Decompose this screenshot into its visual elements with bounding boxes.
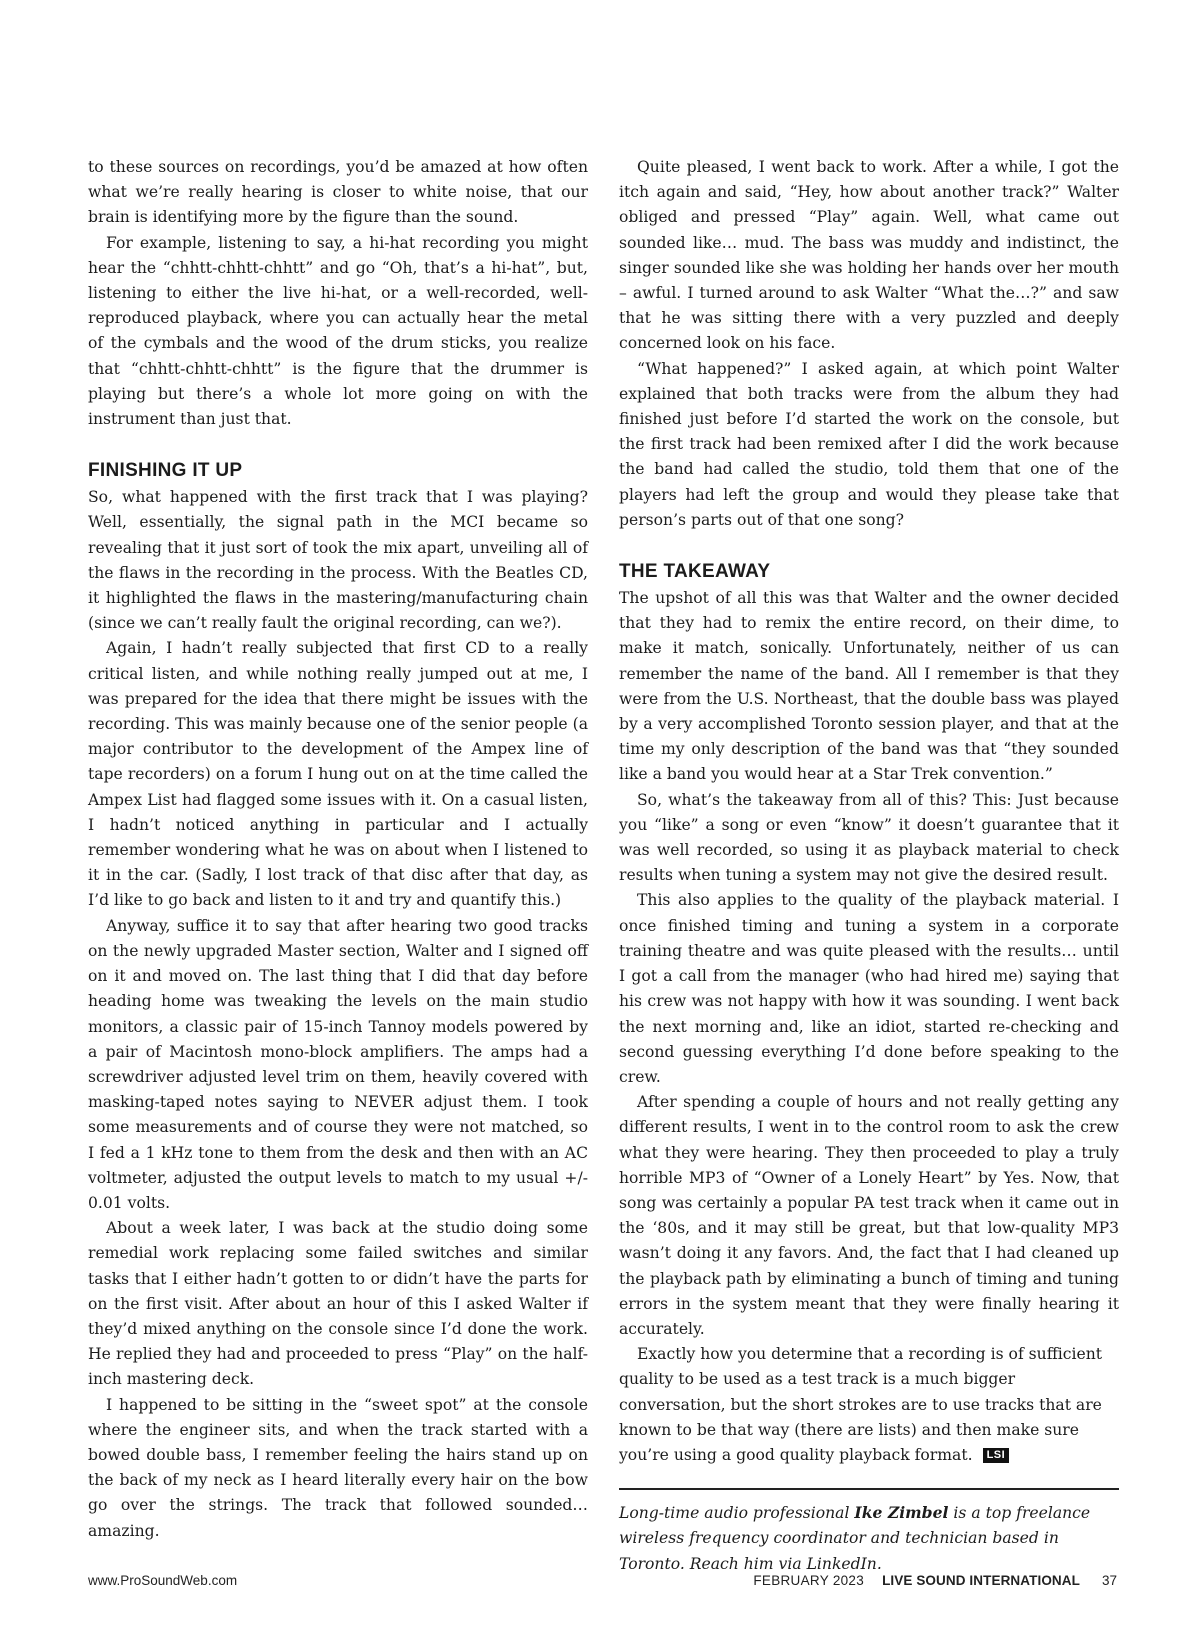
- footer-date: FEBRUARY 2023: [753, 1573, 865, 1588]
- paragraph: This also applies to the quality of the playback material. I once finished timing and tuning a system in a corporate training theatre and was quite pleased with the results… until I got a call from the manager (who had hired me) saying that his crew was not happy with how it was sounding. I went back the next morning and, like an idiot, started re-checking and second guessing everything I’d done before speaking to the crew.: [619, 891, 1119, 1086]
- section-heading-finishing: FINISHING IT UP: [88, 460, 243, 482]
- paragraph: Quite pleased, I went back to work. After a while, I got the itch again and said, “Hey, how about another track?” Walter obliged and pressed “Play” again. Well, what came out sounded like… mud. The bass was muddy and indistinct, the singer sounded like she was holding her hands over her mouth – awful. I turned around to ask Walter “What the…?” and saw that he was sitting there with a very puzzled and deeply concerned look on his face.: [619, 158, 1119, 353]
- left-column: [88, 155, 588, 1544]
- page-number: 37: [1101, 1573, 1117, 1588]
- end-mark-badge: LSI: [983, 1448, 1010, 1463]
- author-bio: [619, 1500, 1119, 1577]
- paragraph: For example, listening to say, a hi-hat recording you might hear the “chhtt-chhtt-chhtt” and go “Oh, that’s a hi-hat”, but, listening to either the live hi-hat, or a well-recorded, well-reproduced playback, where you can actually hear the metal of the cymbals and the wood of the drum sticks, you realize that “chhtt-chhtt-chhtt” is the figure that the drummer is playing but there’s a whole lot more going on with the instrument than just that.: [88, 233, 588, 429]
- paragraph: So, what’s the takeaway from all of this? This: Just because you “like” a song or even “know” it doesn’t guarantee that it was well recorded, so using it as playback material to check results when tuning a system may not give the desired result.: [619, 790, 1119, 885]
- footer-website: www.ProSoundWeb.com: [88, 1573, 238, 1588]
- paragraph: So, what happened with the first track that I was playing? Well, essentially, the signal path in the MCI became so revealing that it just sort of took the mix apart, unveiling all of the flaws in the recording in the process. With the Beatles CD, it highlighted the flaws in the mastering/manufacturing chain (since we can’t really fault the original recording, can we?).: [88, 488, 588, 633]
- paragraph: The upshot of all this was that Walter and the owner decided that they had to remix the entire record, on their dime, to make it match, sonically. Unfortunately, neither of us can remember the name of the band. All I remember is that they were from the U.S. Northeast, that the double bass was played by a very accomplished Toronto session player, and that at the time my only description of the band was that “they sounded like a band you would hear at a Star Trek convention.”: [619, 589, 1119, 784]
- bio-divider: [619, 1488, 1119, 1490]
- paragraph: After spending a couple of hours and not really getting any different results, I went in to the control room to ask the crew what they were hearing. They then proceeded to play a truly horrible MP3 of “Owner of a Lonely Heart” by Yes. Now, that song was certainly a popular PA test track when it came out in the ‘80s, and it may still be great, but that low-quality MP3 wasn’t doing it any favors. And, the fact that I had cleaned up the playback path by eliminating a bunch of timing and tuning errors in the system meant that they were finally hearing it accurately.: [619, 1093, 1119, 1338]
- paragraph: I happened to be sitting in the “sweet spot” at the console where the engineer sits, and when the track started with a bowed double bass, I remember feeling the hairs stand up on the back of my neck as I heard literally every hair on the bow go over the strings. The track that followed sounded… amazing.: [88, 1395, 588, 1540]
- closing-paragraph: [619, 1342, 1119, 1468]
- footer-info: [753, 1572, 1117, 1590]
- author-name: Ike Zimbel: [854, 1503, 949, 1523]
- right-column: [619, 155, 1119, 1577]
- closing-text: Exactly how you determine that a recording is of sufficient quality to be used as a test track is a much bigger conversation, but the short strokes are to use tracks that are known to be that way (there are lists) and then make sure you’re using a good quality playback format.: [619, 1345, 1103, 1464]
- footer-magazine-name: LIVE SOUND INTERNATIONAL: [882, 1573, 1080, 1588]
- bio-suffix: is a top freelance wireless frequency coordinator and technician based in Toronto. Reach him via LinkedIn.: [619, 1504, 1091, 1573]
- bio-prefix: Long-time audio professional: [619, 1504, 855, 1523]
- section-heading-takeaway: THE TAKEAWAY: [619, 561, 771, 583]
- paragraph: Anyway, suffice it to say that after hearing two good tracks on the newly upgraded Master section, Walter and I signed off on it and moved on. The last thing that I did that day before heading home was tweaking the levels on the main studio monitors, a classic pair of 15-inch Tannoy models powered by a pair of Macintosh mono-block amplifiers. The amps had a screwdriver adjusted level trim on them, heavily covered with masking-taped notes saying to NEVER adjust them. I took some measurements and of course they were not matched, so I fed a 1 kHz tone to them from the desk and then with an AC voltmeter, adjusted the output levels to match to my usual +/- 0.01 volts.: [88, 916, 588, 1212]
- paragraph: About a week later, I was back at the studio doing some remedial work replacing some failed switches and similar tasks that I either hadn’t gotten to or didn’t have the parts for on the first visit. After about an hour of this I asked Walter if they’d mixed anything on the console since I’d done the work. He replied they had and proceeded to press “Play” on the half-inch mastering deck.: [88, 1219, 588, 1389]
- paragraph: Again, I hadn’t really subjected that first CD to a really critical listen, and while nothing really jumped out at me, I was prepared for the idea that there might be issues with the recording. This was mainly because one of the senior people (a major contributor to the development of the Ampex line of tape recorders) on a forum I hung out on at the time called the Ampex List had flagged some issues with it. On a casual listen, I hadn’t noticed anything in particular and I actually remember wondering what he was on about when I listened to it in the car. (Sadly, I lost track of that disc after that day, as I’d like to go back and listen to it and try and quantify this.): [88, 639, 588, 910]
- paragraph: to these sources on recordings, you’d be amazed at how often what we’re really hearing is closer to white noise, that our brain is identifying more by the figure than the sound.: [88, 158, 588, 227]
- paragraph: “What happened?” I asked again, at which point Walter explained that both tracks were from the album they had finished just before I’d started the work on the console, but the first track had been remixed after I did the work because the band had called the studio, told them that one of the players had left the group and would they please take that person’s parts out of that one song?: [619, 359, 1119, 529]
